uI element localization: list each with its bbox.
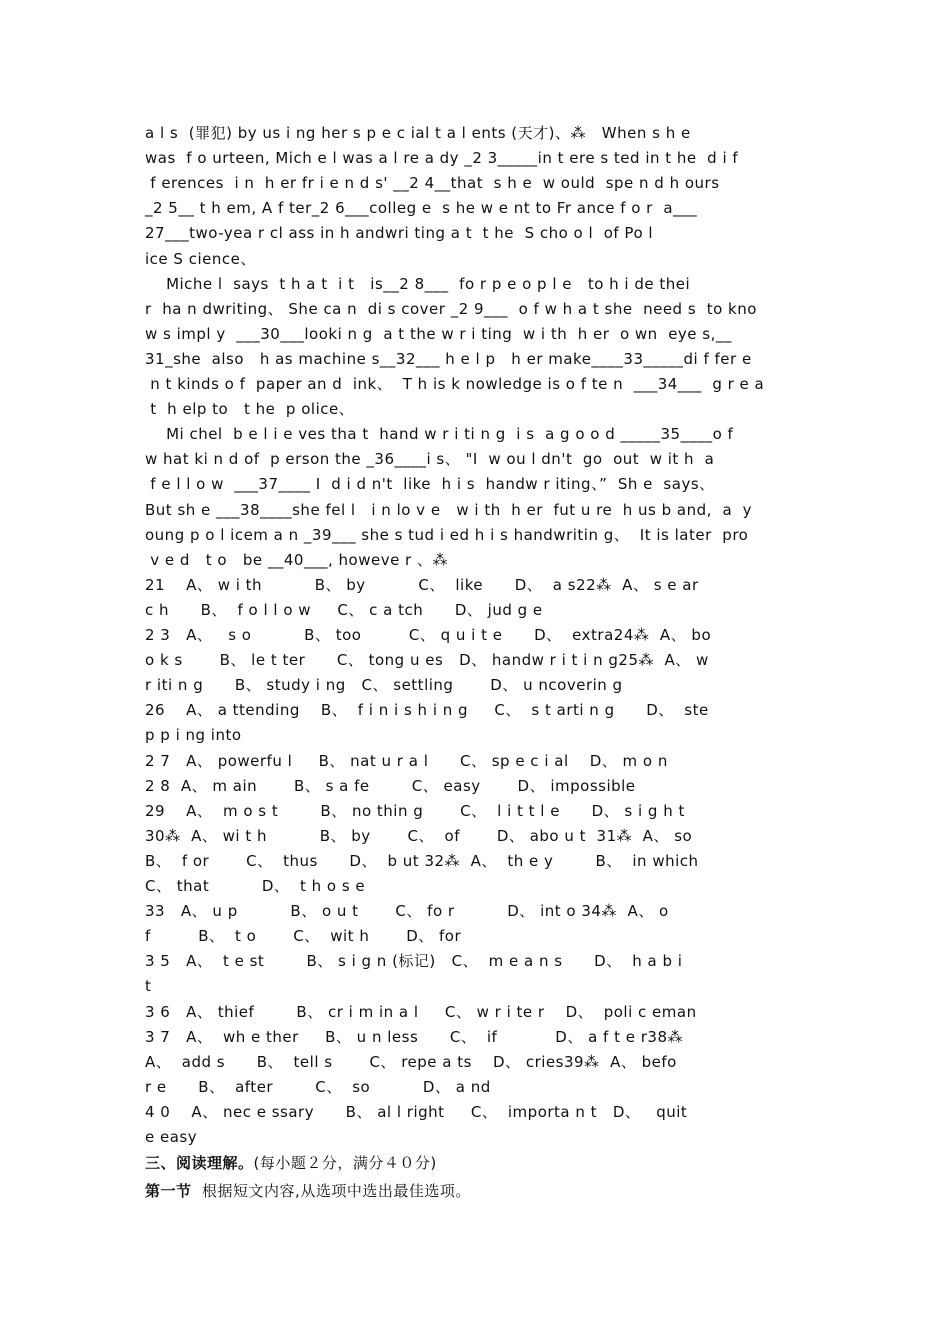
text-line: 33 A、 u p B、 o u t C、 fo r D、 int o 34⁂ A、 o [145,902,669,921]
text-line: 3 7 A、 wh e ther B、 u n less C、 if D、 a f t e r38⁂ [145,1027,683,1046]
text-line: 26 A、 a ttending B、 f i n i s h i n g C、 s t arti n g D、 ste [145,701,709,720]
text-line: v e d t o be __40___, howeve r 、⁂ [145,550,448,569]
text-line: p p i ng into [145,726,242,745]
text-line: f B、 t o C、 wit h D、 for [145,927,462,946]
text-line: But sh e ___38____she fel l i n lo v e w i th h er fut u re h us b and, a y [145,500,753,519]
text-line: oung p o l icem a n _39___ she s tud i ed h i s handwritin g、 It is later pro [145,525,749,544]
text-line: 31_she also h as machine s__32___ h e l p h er make____33_____di f fer e [145,349,752,368]
text-line: 3 6 A、 thief B、 cr i m in a l C、 w r i te r D、 poli c eman [145,1002,697,1021]
subsection-heading [145,1179,810,1204]
text-line: 4 0 A、 nec e ssary B、 al l right C、 importa n t D、 quit [145,1102,688,1121]
text-line: Mi chel b e l i e ves tha t hand w r i ti n g i s a g o o d _____35____o f [145,425,734,444]
text-line: A、 add s B、 tell s C、 repe a ts D、 cries39⁂ A、 befo [145,1052,677,1071]
text-line: 3 5 A、 t e st B、 s i g n (标记) C、 m e a n s D、 h a b i [145,952,683,971]
text-line: _2 5__ t h em, A f ter_2 6___colleg e s he w e nt to Fr ance f o r a___ [145,199,698,218]
text-line: w hat ki n d of p erson the _36____i s、 "I w ou l dn't go out w it h a [145,450,715,469]
text-line: ice S cience、 [145,249,256,268]
text-line: was f o urteen, Mich e l was a l re a dy _2 3_____in t ere s ted in t he d i f [145,149,739,168]
text-line: Miche l says t h a t i t is__2 8___ fo r p e o p l e to h i de thei [145,274,691,293]
text-line: 29 A、 m o s t B、 no thin g C、 l i t t l e D、 s i g h t [145,801,685,820]
text-line: 30⁂ A、 wi t h B、 by C、 of D、 abo u t 31⁂ A、 so [145,826,693,845]
text-line: t [145,977,152,996]
text-line: r e B、 after C、 so D、 a nd [145,1077,491,1096]
text-line: C、 that D、 t h o s e [145,877,366,895]
section-heading-title: 三、阅读理解。 [145,1154,254,1172]
text-line: 21 A、 w i th B、 by C、 like D、 a s22⁂ A、 s e ar [145,575,699,594]
subsection-instruction: 根据短文内容,从选项中选出最佳选项。 [191,1182,471,1200]
text-line: o k s B、 le t ter C、 tong u es D、 handw r i t i n g25⁂ A、 w [145,651,709,670]
text-line: r iti n g B、 study i ng C、 settling D、 u ncoverin g [145,676,623,695]
text-line: n t kinds o f paper an d ink、 T h is k nowledge is o f te n ___34___ g r e a [145,375,765,393]
section-heading-note: (每小题２分，满分４０分) [253,1154,437,1172]
text-line: 2 7 A、 powerfu l B、 nat u r a l C、 sp e c i al D、 m o n [145,751,668,770]
text-line: a l s (罪犯) by us i ng her s p e c ial t a l ents (天才)、⁂ When s h e [145,124,691,142]
text-line: t h elp to t he p olice、 [145,400,355,419]
text-line: B、 f or C、 thus D、 b ut 32⁂ A、 th e y B、 in which [145,851,699,870]
text-line: c h B、 f o l l o w C、 c a tch D、 jud g e [145,600,543,619]
text-line: f e l l o w ___37____ I d i d n't like h i s handw r iting、” Sh e says、 [145,475,715,494]
text-line: f erences i n h er fr i e n d s' __2 4__that s h e w ould spe n d h ours [145,174,720,193]
text-line: r ha n dwriting、 She ca n di s cover _2 9___ o f w h a t she need s to kno [145,299,757,318]
subsection-title: 第一节 [145,1182,192,1200]
section-heading [145,1151,810,1176]
text-line: e easy [145,1128,198,1146]
text-line: 27___two-yea r cl ass in h andwri ting a t t he S cho o l of Po l [145,224,654,243]
text-line: 2 8 A、 m ain B、 s a fe C、 easy D、 impossible [145,776,636,795]
text-line: w s impl y ___30___looki n g a t the w r i ting w i th h er o wn eye s,__ [145,324,732,343]
text-line: 2 3 A、 s o B、 too C、 q u i t e D、 extra24⁂ A、 bo [145,626,712,644]
